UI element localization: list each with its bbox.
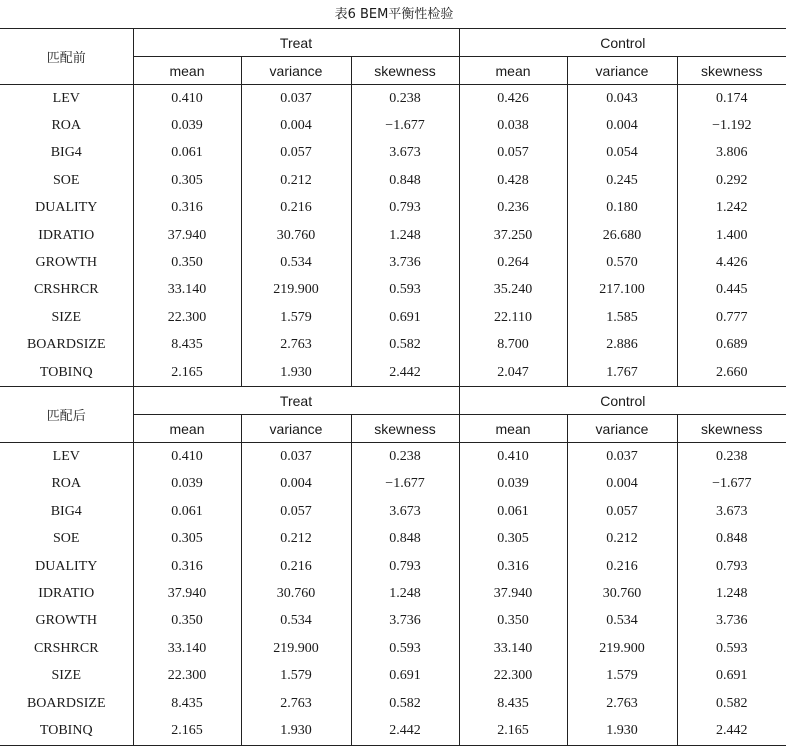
control-group-header: Control	[459, 29, 786, 57]
treat-mean-value: 0.061	[133, 498, 241, 525]
variable-name: ROA	[51, 118, 82, 134]
treat-variance-value: 1.930	[241, 359, 351, 387]
control-skewness-value: 2.442	[677, 717, 786, 745]
control-mean-value: 22.110	[459, 304, 567, 331]
control-skewness-value: −1.192	[677, 112, 786, 139]
treat-skewness-value: 0.691	[351, 662, 459, 689]
control-variance-value: 1.579	[567, 662, 677, 689]
stat-header-variance: variance	[567, 57, 677, 85]
treat-variance-value: 0.216	[241, 553, 351, 580]
control-variance-value: 2.886	[567, 332, 677, 359]
control-variance-value: 0.570	[567, 249, 677, 276]
treat-mean-value: 22.300	[133, 304, 241, 331]
control-mean-value: 0.057	[459, 140, 567, 167]
treat-mean-value: 0.316	[133, 553, 241, 580]
treat-skewness-value: 2.442	[351, 359, 459, 387]
table-row	[0, 112, 786, 139]
variable-name: BOARDSIZE	[26, 337, 106, 353]
control-mean-value: 8.435	[459, 690, 567, 717]
control-variance-value: 0.216	[567, 553, 677, 580]
table-row	[0, 471, 786, 498]
control-mean-value: 35.240	[459, 277, 567, 304]
variable-name: GROWTH	[35, 613, 97, 629]
stat-header-mean: mean	[133, 415, 241, 443]
control-mean-value: 0.061	[459, 498, 567, 525]
treat-variance-value: 0.212	[241, 525, 351, 552]
control-skewness-value: 4.426	[677, 249, 786, 276]
control-mean-value: 37.250	[459, 222, 567, 249]
treat-variance-value: 0.216	[241, 195, 351, 222]
control-skewness-value: 0.777	[677, 304, 786, 331]
control-skewness-value: 0.793	[677, 553, 786, 580]
control-variance-value: 1.930	[567, 717, 677, 745]
stat-header-mean: mean	[459, 57, 567, 85]
treat-mean-value: 0.350	[133, 249, 241, 276]
treat-variance-value: 0.212	[241, 167, 351, 194]
variable-name: LEV	[0, 443, 133, 471]
treat-skewness-value: 1.248	[351, 580, 459, 607]
treat-skewness-value: −1.677	[351, 471, 459, 498]
variable-name: IDRATIO	[38, 585, 95, 601]
control-skewness-value: 0.292	[677, 167, 786, 194]
treat-skewness-value: 0.582	[351, 690, 459, 717]
treat-mean-value: 0.039	[133, 471, 241, 498]
table-body	[0, 29, 786, 746]
treat-skewness-value: 3.673	[351, 498, 459, 525]
treat-variance-value: 30.760	[241, 580, 351, 607]
treat-variance-value: 0.004	[241, 471, 351, 498]
variable-name: SOE	[53, 531, 80, 547]
table-row	[0, 525, 786, 552]
treat-skewness-value: 0.848	[351, 525, 459, 552]
table-row	[0, 304, 786, 331]
treat-variance-value: 0.037	[241, 443, 351, 471]
variable-name: ROA	[51, 476, 82, 492]
treat-group-header: Treat	[133, 387, 459, 415]
treat-skewness-value: 0.238	[351, 85, 459, 113]
treat-variance-value: 1.579	[241, 662, 351, 689]
table-row	[0, 249, 786, 276]
treat-variance-value: 219.900	[241, 277, 351, 304]
treat-skewness-value: 0.691	[351, 304, 459, 331]
treat-mean-value: 0.410	[133, 85, 241, 113]
treat-variance-value: 0.057	[241, 140, 351, 167]
treat-mean-value: 0.039	[133, 112, 241, 139]
control-skewness-value: 1.242	[677, 195, 786, 222]
treat-skewness-value: 3.673	[351, 140, 459, 167]
stat-header-skewness: skewness	[351, 57, 459, 85]
control-mean-value: 0.039	[459, 471, 567, 498]
control-variance-value: 0.534	[567, 608, 677, 635]
section-label: 匹配前	[0, 29, 133, 85]
treat-mean-value: 33.140	[133, 635, 241, 662]
control-group-header: Control	[459, 387, 786, 415]
control-skewness-value: 1.248	[677, 580, 786, 607]
table-row	[0, 195, 786, 222]
table-row	[0, 359, 786, 387]
variable-name: DUALITY	[35, 558, 98, 574]
stat-header-skewness: skewness	[677, 57, 786, 85]
control-skewness-value: 0.691	[677, 662, 786, 689]
control-mean-value: 2.165	[459, 717, 567, 745]
treat-mean-value: 0.410	[133, 443, 241, 471]
stat-header-variance: variance	[567, 415, 677, 443]
variable-name: GROWTH	[35, 255, 97, 271]
variable-name: BIG4	[50, 503, 82, 519]
stat-header-skewness: skewness	[351, 415, 459, 443]
table-row	[0, 580, 786, 607]
treat-variance-value: 0.057	[241, 498, 351, 525]
treat-variance-value: 0.534	[241, 608, 351, 635]
treat-mean-value: 2.165	[133, 717, 241, 745]
treat-skewness-value: 0.582	[351, 332, 459, 359]
control-mean-value: 0.316	[459, 553, 567, 580]
balance-test-table	[0, 28, 786, 746]
treat-skewness-value: 3.736	[351, 249, 459, 276]
variable-name: DUALITY	[35, 200, 98, 216]
treat-skewness-value: 0.793	[351, 195, 459, 222]
table-row	[0, 332, 786, 359]
control-skewness-value: 0.238	[677, 443, 786, 471]
variable-name: SOE	[53, 172, 80, 188]
variable-name: BIG4	[50, 145, 82, 161]
control-variance-value: 0.054	[567, 140, 677, 167]
treat-mean-value: 8.435	[133, 332, 241, 359]
treat-mean-value: 37.940	[133, 222, 241, 249]
table-row	[0, 608, 786, 635]
treat-mean-value: 0.350	[133, 608, 241, 635]
control-mean-value: 8.700	[459, 332, 567, 359]
table-row	[0, 690, 786, 717]
treat-variance-value: 0.534	[241, 249, 351, 276]
control-mean-value: 0.350	[459, 608, 567, 635]
treat-variance-value: 0.037	[241, 85, 351, 113]
control-variance-value: 1.767	[567, 359, 677, 387]
control-mean-value: 0.038	[459, 112, 567, 139]
treat-variance-value: 2.763	[241, 690, 351, 717]
table-row	[0, 167, 786, 194]
table-row	[0, 443, 786, 471]
control-variance-value: 0.043	[567, 85, 677, 113]
table-row	[0, 222, 786, 249]
variable-name: BOARDSIZE	[26, 695, 106, 711]
control-mean-value: 0.426	[459, 85, 567, 113]
group-header-row	[0, 387, 786, 415]
table-row	[0, 277, 786, 304]
stat-header-variance: variance	[241, 57, 351, 85]
control-mean-value: 2.047	[459, 359, 567, 387]
control-mean-value: 37.940	[459, 580, 567, 607]
treat-skewness-value: 1.248	[351, 222, 459, 249]
control-skewness-value: 0.582	[677, 690, 786, 717]
control-variance-value: 0.245	[567, 167, 677, 194]
treat-mean-value: 0.316	[133, 195, 241, 222]
treat-skewness-value: 2.442	[351, 717, 459, 745]
table-row	[0, 717, 786, 745]
stat-header-mean: mean	[459, 415, 567, 443]
treat-skewness-value: −1.677	[351, 112, 459, 139]
control-variance-value: 219.900	[567, 635, 677, 662]
table-row	[0, 140, 786, 167]
control-variance-value: 0.004	[567, 471, 677, 498]
control-skewness-value: 0.445	[677, 277, 786, 304]
variable-name: LEV	[0, 85, 133, 113]
treat-skewness-value: 0.793	[351, 553, 459, 580]
table-row	[0, 498, 786, 525]
treat-skewness-value: 3.736	[351, 608, 459, 635]
treat-mean-value: 37.940	[133, 580, 241, 607]
control-mean-value: 0.264	[459, 249, 567, 276]
table-caption: 表6 BEM平衡性检验	[334, 7, 454, 22]
control-variance-value: 0.037	[567, 443, 677, 471]
table-row	[0, 635, 786, 662]
control-mean-value: 22.300	[459, 662, 567, 689]
treat-variance-value: 2.763	[241, 332, 351, 359]
group-header-row	[0, 29, 786, 57]
control-variance-value: 2.763	[567, 690, 677, 717]
control-variance-value: 0.212	[567, 525, 677, 552]
control-mean-value: 0.410	[459, 443, 567, 471]
treat-skewness-value: 0.593	[351, 635, 459, 662]
treat-variance-value: 0.004	[241, 112, 351, 139]
stat-header-skewness: skewness	[677, 415, 786, 443]
control-variance-value: 0.180	[567, 195, 677, 222]
control-skewness-value: 0.689	[677, 332, 786, 359]
treat-mean-value: 22.300	[133, 662, 241, 689]
control-variance-value: 30.760	[567, 580, 677, 607]
control-skewness-value: 1.400	[677, 222, 786, 249]
treat-variance-value: 1.930	[241, 717, 351, 745]
control-variance-value: 1.585	[567, 304, 677, 331]
treat-variance-value: 1.579	[241, 304, 351, 331]
treat-skewness-value: 0.593	[351, 277, 459, 304]
treat-skewness-value: 0.238	[351, 443, 459, 471]
treat-mean-value: 2.165	[133, 359, 241, 387]
table-row	[0, 85, 786, 113]
table-row	[0, 662, 786, 689]
control-mean-value: 0.428	[459, 167, 567, 194]
treat-mean-value: 33.140	[133, 277, 241, 304]
variable-name: TOBINQ	[39, 364, 93, 380]
control-variance-value: 0.057	[567, 498, 677, 525]
control-skewness-value: 3.736	[677, 608, 786, 635]
control-skewness-value: 0.593	[677, 635, 786, 662]
stat-header-variance: variance	[241, 415, 351, 443]
treat-mean-value: 8.435	[133, 690, 241, 717]
treat-variance-value: 219.900	[241, 635, 351, 662]
treat-group-header: Treat	[133, 29, 459, 57]
variable-name: TOBINQ	[0, 717, 133, 745]
treat-mean-value: 0.305	[133, 525, 241, 552]
control-skewness-value: 3.673	[677, 498, 786, 525]
section-label: 匹配后	[0, 387, 133, 443]
control-mean-value: 33.140	[459, 635, 567, 662]
control-variance-value: 217.100	[567, 277, 677, 304]
treat-mean-value: 0.061	[133, 140, 241, 167]
control-variance-value: 0.004	[567, 112, 677, 139]
control-skewness-value: −1.677	[677, 471, 786, 498]
control-skewness-value: 3.806	[677, 140, 786, 167]
treat-skewness-value: 0.848	[351, 167, 459, 194]
control-skewness-value: 0.174	[677, 85, 786, 113]
table-row	[0, 553, 786, 580]
control-variance-value: 26.680	[567, 222, 677, 249]
variable-name: SIZE	[51, 309, 82, 325]
variable-name: CRSHRCR	[33, 282, 99, 298]
control-mean-value: 0.305	[459, 525, 567, 552]
control-skewness-value: 0.848	[677, 525, 786, 552]
treat-variance-value: 30.760	[241, 222, 351, 249]
control-skewness-value: 2.660	[677, 359, 786, 387]
variable-name: SIZE	[51, 668, 82, 684]
control-mean-value: 0.236	[459, 195, 567, 222]
variable-name: IDRATIO	[38, 227, 95, 243]
treat-mean-value: 0.305	[133, 167, 241, 194]
stat-header-mean: mean	[133, 57, 241, 85]
variable-name: CRSHRCR	[33, 640, 99, 656]
